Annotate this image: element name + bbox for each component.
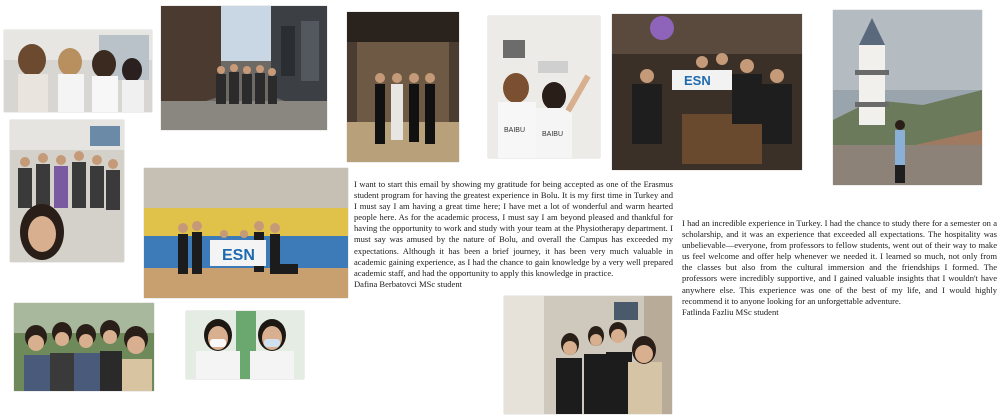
photo-students-masks xyxy=(186,311,304,379)
testimonial-dafina xyxy=(354,179,673,290)
photo-group-street xyxy=(161,6,327,130)
testimonial-text: I had an incredible experience in Turkey. I had the chance to study there for a semester on a scholarship, and it was an experience that exceeded all expectations. The hospitality was unbelievable—everyone, from professors to fellow students, went out of their way to make us feel welcome and offer help whenever we needed it. I learned so much, not only from the classes but also from the cultural immersion and the friendships I formed. The professors were incredibly supportive, and I gained valuable insights that I wouldn't have anywhere else. This experience was one of the best of my life, and I would highly recommend it to anyone looking for an unforgettable adventure. xyxy=(682,218,997,306)
photo-clock-tower xyxy=(833,10,982,185)
photo-group-mall xyxy=(347,12,459,162)
baibu-shirt-text-2: BAIBU xyxy=(542,131,564,138)
photo-group-selfie xyxy=(14,303,154,391)
baibu-shirt-text: BAIBU xyxy=(504,127,526,134)
photo-baibu-shirts xyxy=(488,16,600,158)
photo-students-hospital xyxy=(4,30,152,112)
esn-banner-text-1: ESN xyxy=(684,73,711,88)
testimonial-author: Dafina Berbatovci MSc student xyxy=(354,278,462,289)
testimonial-fatlinda xyxy=(682,218,997,318)
esn-banner-text-2: ESN xyxy=(222,247,255,264)
photo-friends-indoors xyxy=(504,296,672,414)
photo-esn-restaurant xyxy=(612,14,802,170)
photo-classroom-selfie xyxy=(10,120,124,262)
testimonial-author: Fatlinda Fazliu MSc student xyxy=(682,306,779,317)
testimonial-text: I want to start this email by showing my gratitude for being accepted as one of the Erasmus student program for having the greatest experience in Bolu. It is my first time in Turkey and I must say I am having a great time here; I have met a lot of wonderful and warm hearted people here. As for the academic process, I must say I am beyond pleased and thankful for having the opportunity to work and study with your team at the Physiotherapy department. I must say was amused by the nature of Bolu, and overall the Campus has exceeded my expectations. Although it has been a brief journey, it has been very much valuable in academic gaining experience, as I had the chance to gain knowledge by a very well prepared academic staff, and had the opportunity to apply this knowledge in practice. xyxy=(354,179,673,278)
photo-esn-sports-hall xyxy=(144,168,348,298)
